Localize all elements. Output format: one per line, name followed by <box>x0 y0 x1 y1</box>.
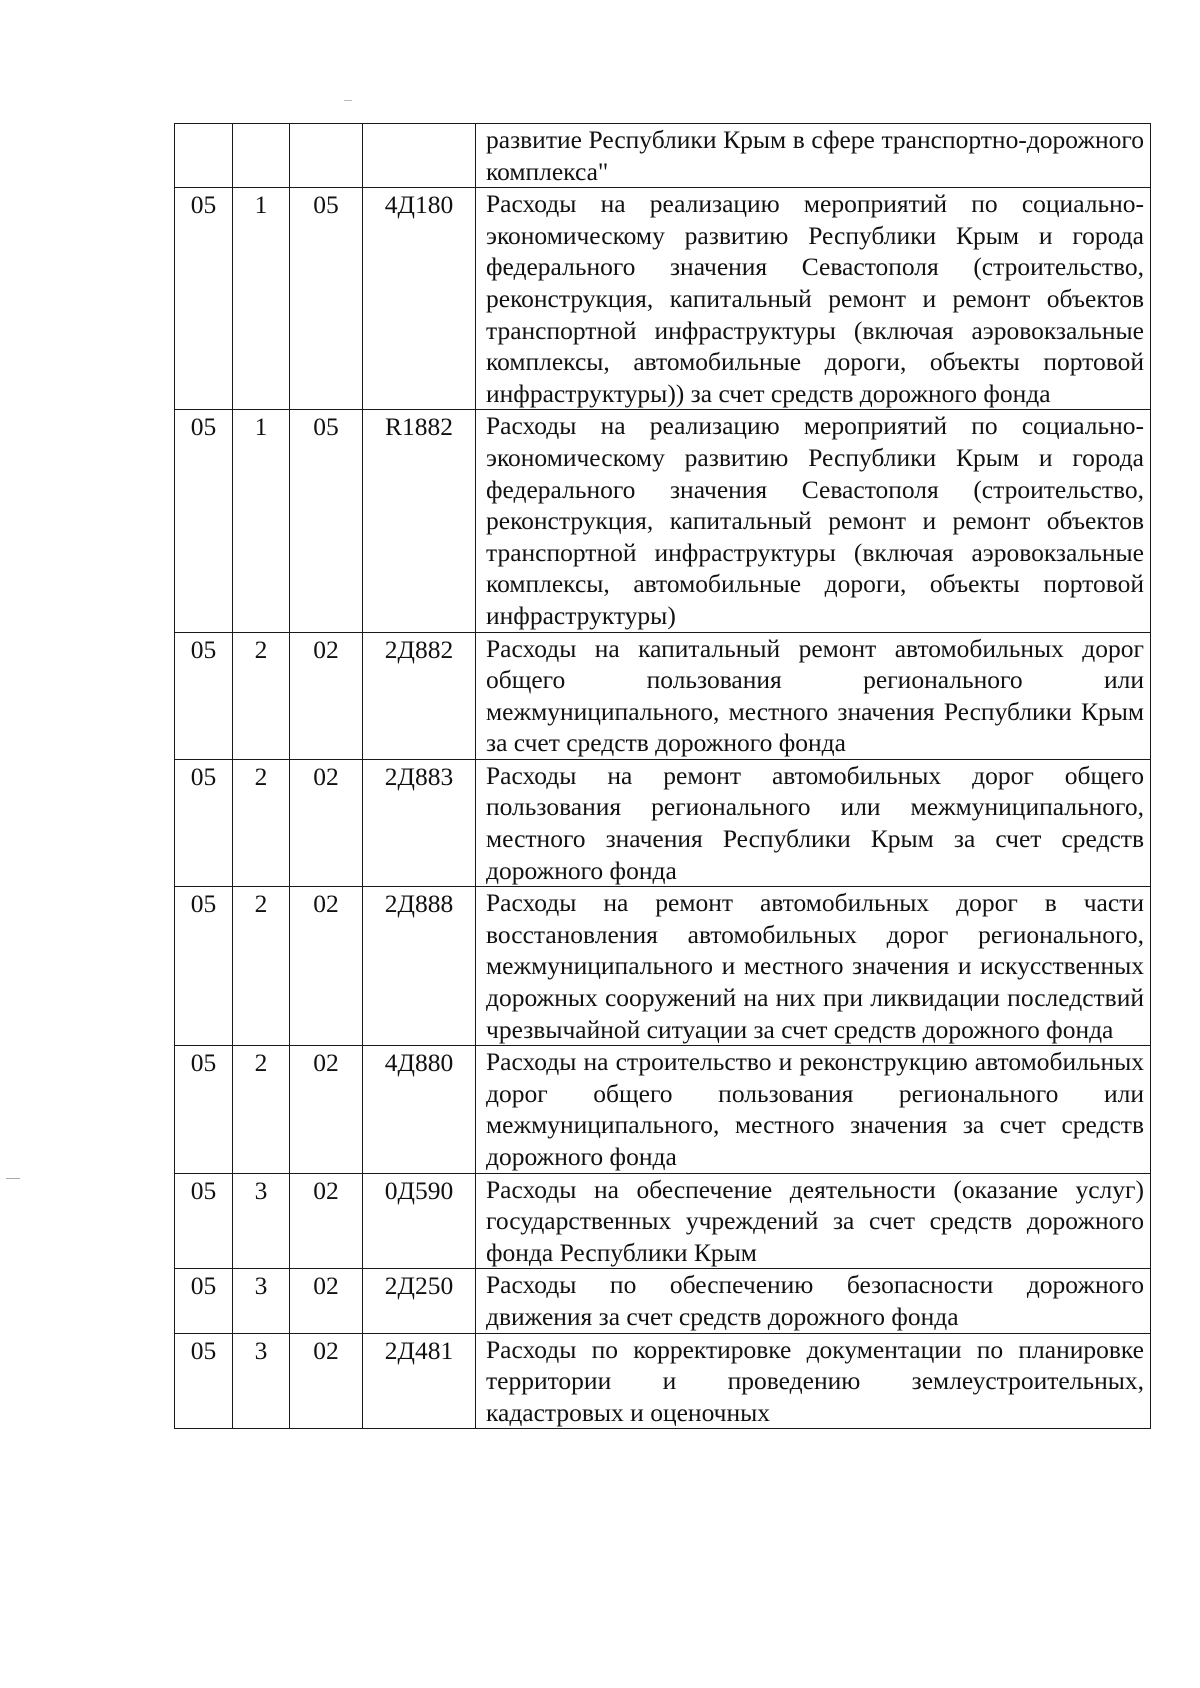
table-body <box>175 124 1151 1429</box>
code-program: 1 <box>233 188 290 410</box>
code-subprogram: 02 <box>290 1046 363 1173</box>
table-row <box>175 632 1151 759</box>
code-subprogram: 02 <box>290 1333 363 1429</box>
code-section: 05 <box>175 1333 233 1429</box>
code-subprogram: 02 <box>290 887 363 1046</box>
table-row <box>175 1173 1151 1269</box>
scan-speck <box>344 100 352 101</box>
code-program: 2 <box>233 632 290 759</box>
code-program: 3 <box>233 1173 290 1269</box>
expense-description: Расходы на обеспечение деятельности (оказание услуг) государственных учреждений за счет средств дорожного фонда Республики Крым <box>476 1173 1151 1269</box>
code-direction <box>363 124 476 188</box>
table-row <box>175 887 1151 1046</box>
table-row <box>175 759 1151 886</box>
code-direction: 2Д882 <box>363 632 476 759</box>
code-program: 3 <box>233 1333 290 1429</box>
code-subprogram: 02 <box>290 1173 363 1269</box>
expense-description: Расходы по обеспечению безопасности дорожного движения за счет средств дорожного фонда <box>476 1269 1151 1333</box>
code-direction: 2Д481 <box>363 1333 476 1429</box>
code-section: 05 <box>175 632 233 759</box>
expense-description: Расходы на реализацию мероприятий по социально-экономическому развитию Республики Крым и города федерального значения Севастополя (строительство, реконструкция, капитальный ремонт и ремонт объектов транспортной инфраструктуры (включая аэровокзальные комплексы, автомобильные дороги, объекты портовой инфраструктуры)) за счет средств дорожного фонда <box>476 188 1151 410</box>
code-section: 05 <box>175 759 233 886</box>
table-row <box>175 124 1151 188</box>
code-subprogram: 05 <box>290 410 363 632</box>
code-program: 2 <box>233 887 290 1046</box>
code-direction: R1882 <box>363 410 476 632</box>
code-direction: 4Д180 <box>363 188 476 410</box>
code-program: 2 <box>233 1046 290 1173</box>
expense-description: Расходы по корректировке документации по планировке территории и проведению землеустроительных, кадастровых и оценочных <box>476 1333 1151 1429</box>
code-program <box>233 124 290 188</box>
code-direction: 2Д250 <box>363 1269 476 1333</box>
code-program: 1 <box>233 410 290 632</box>
code-subprogram: 02 <box>290 632 363 759</box>
code-section: 05 <box>175 410 233 632</box>
code-section: 05 <box>175 1046 233 1173</box>
code-program: 2 <box>233 759 290 886</box>
table-row <box>175 1046 1151 1173</box>
budget-classification-table <box>174 123 1151 1429</box>
expense-description: Расходы на ремонт автомобильных дорог общего пользования регионального или межмуниципального, местного значения Республики Крым за счет средств дорожного фонда <box>476 759 1151 886</box>
expense-description: развитие Республики Крым в сфере транспортно-дорожного комплекса" <box>476 124 1151 188</box>
scan-margin-mark <box>6 1178 20 1179</box>
code-subprogram: 05 <box>290 188 363 410</box>
code-section: 05 <box>175 887 233 1046</box>
code-section: 05 <box>175 1269 233 1333</box>
table-row <box>175 1269 1151 1333</box>
code-subprogram: 02 <box>290 1269 363 1333</box>
code-direction: 2Д883 <box>363 759 476 886</box>
expense-description: Расходы на строительство и реконструкцию автомобильных дорог общего пользования регионального или межмуниципального, местного значения за счет средств дорожного фонда <box>476 1046 1151 1173</box>
table-row <box>175 1333 1151 1429</box>
code-section: 05 <box>175 188 233 410</box>
expense-description: Расходы на капитальный ремонт автомобильных дорог общего пользования регионального или межмуниципального, местного значения Республики Крым за счет средств дорожного фонда <box>476 632 1151 759</box>
code-direction: 2Д888 <box>363 887 476 1046</box>
code-section: 05 <box>175 1173 233 1269</box>
table-row <box>175 410 1151 632</box>
expense-description: Расходы на реализацию мероприятий по социально-экономическому развитию Республики Крым и города федерального значения Севастополя (строительство, реконструкция, капитальный ремонт и ремонт объектов транспортной инфраструктуры (включая аэровокзальные комплексы, автомобильные дороги, объекты портовой инфраструктуры) <box>476 410 1151 632</box>
code-section <box>175 124 233 188</box>
table-row <box>175 188 1151 410</box>
code-direction: 4Д880 <box>363 1046 476 1173</box>
expense-description: Расходы на ремонт автомобильных дорог в части восстановления автомобильных дорог регионального, межмуниципального и местного значения и искусственных дорожных сооружений на них при ликвидации последствий чрезвычайной ситуации за счет средств дорожного фонда <box>476 887 1151 1046</box>
code-direction: 0Д590 <box>363 1173 476 1269</box>
code-subprogram <box>290 124 363 188</box>
code-program: 3 <box>233 1269 290 1333</box>
code-subprogram: 02 <box>290 759 363 886</box>
